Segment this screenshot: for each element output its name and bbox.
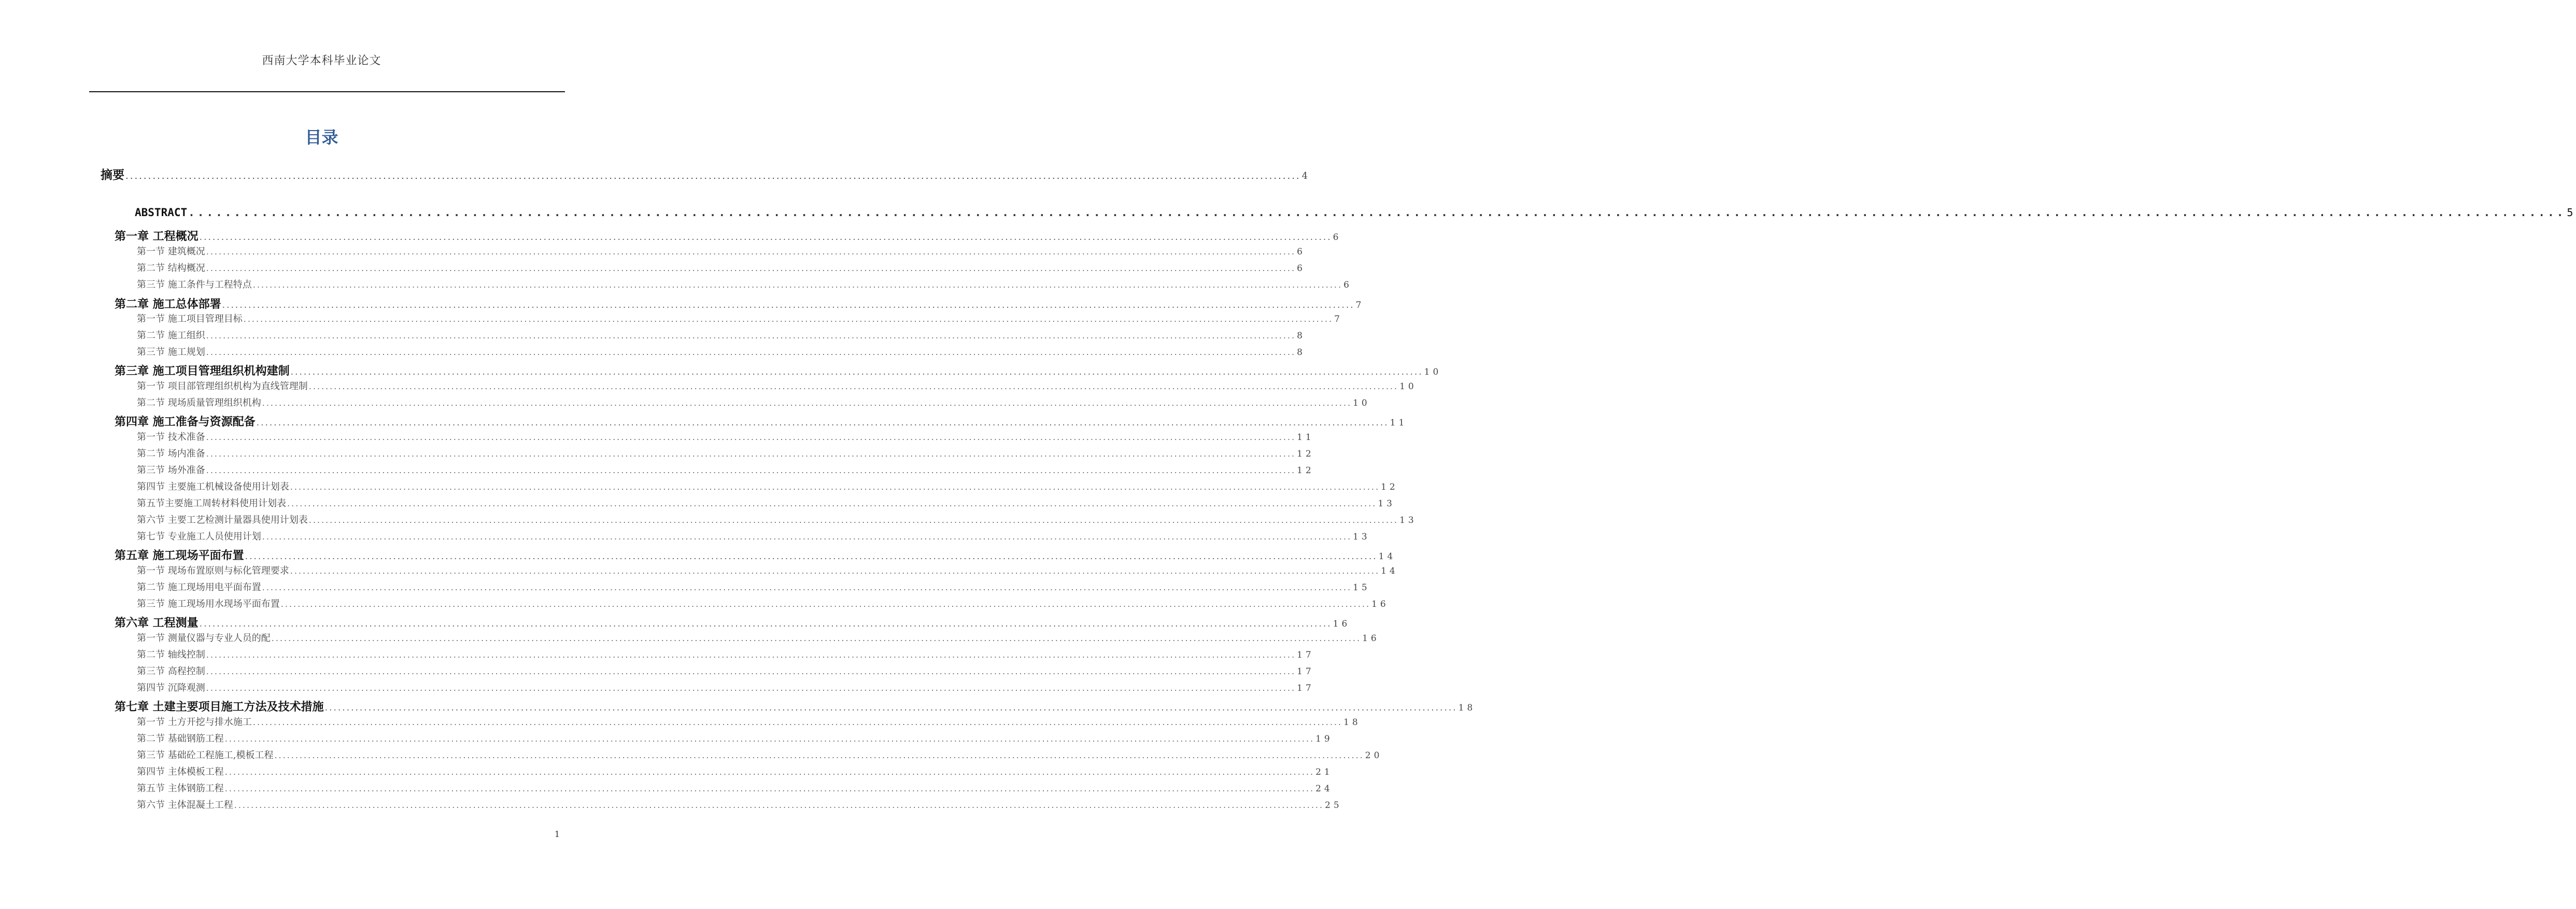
toc-entry-label: 第四章 施工准备与资源配备	[115, 415, 256, 429]
toc-leader-dots	[262, 532, 1352, 542]
toc-leader-dots	[206, 465, 1296, 475]
toc-leader-dots	[325, 703, 1457, 713]
toc-leader-dots	[245, 551, 1378, 562]
toc-chapter-entry	[115, 362, 1442, 378]
toc-entry-label: 第二节 施工组织	[137, 330, 205, 341]
toc-section-entry	[137, 731, 1333, 745]
toc-entry-page: 6	[1297, 247, 1306, 257]
toc-entry-page: 13	[1378, 499, 1395, 509]
toc-chapter-entry	[115, 614, 1351, 630]
toc-entry-page: 21	[1315, 767, 1333, 777]
toc-entry-label: 摘要	[101, 168, 124, 182]
toc-leader-dots	[206, 449, 1296, 459]
toc-leader-dots	[253, 717, 1342, 727]
toc-leader-dots	[206, 263, 1296, 273]
toc-entry-page: 12	[1381, 482, 1398, 492]
toc-section-entry	[137, 529, 1370, 543]
toc-leader-dots	[309, 515, 1398, 525]
toc-section-entry	[137, 631, 1380, 644]
toc-section-entry	[137, 596, 1389, 610]
toc-entry-page: 17	[1297, 666, 1314, 677]
toc-entry-label: 第五章 施工现场平面布置	[115, 549, 244, 562]
toc-entry-label: 第四节 主要施工机械设备使用计划表	[137, 481, 289, 492]
toc-section-entry	[137, 664, 1314, 677]
toc-entry-label: 第三节 施工现场用水现场平面布置	[137, 599, 280, 609]
toc-entry-page: 14	[1381, 566, 1398, 576]
toc-section-entry	[137, 680, 1314, 694]
toc-entry-label: 第四节 主体模板工程	[137, 766, 224, 777]
toc-entry-page: 14	[1378, 551, 1396, 562]
toc-entry-label: 第四节 沉降观测	[137, 683, 205, 693]
toc-section-entry	[137, 647, 1314, 661]
toc-entry-label: 第二节 基础钢筋工程	[137, 733, 224, 744]
toc-leader-dots	[272, 633, 1361, 643]
toc-leader-dots	[200, 619, 1332, 629]
toc-leader-dots	[206, 666, 1296, 676]
running-header: 西南大学本科毕业论文	[262, 54, 381, 67]
toc-section-entry	[137, 781, 1333, 794]
toc-section-entry	[137, 430, 1314, 443]
toc-chapter-entry	[115, 547, 1396, 563]
toc-leader-dots	[287, 499, 1377, 508]
toc-entry-label: 第一节 施工项目管理目标	[137, 314, 243, 324]
toc-entry-label: 第二节 场内准备	[137, 448, 205, 459]
toc-leader-dots	[291, 367, 1423, 377]
toc-leader-dots	[309, 381, 1398, 391]
toc-section-entry	[137, 715, 1361, 728]
toc-leader-dots	[262, 398, 1352, 408]
toc-entry-page: 6	[1297, 263, 1306, 274]
toc-chapter-entry	[115, 413, 1408, 429]
toc-entry-page: 10	[1399, 381, 1417, 392]
toc-entry-page: 19	[1315, 734, 1333, 744]
toc-leader-dots	[225, 784, 1314, 793]
toc-section-entry	[137, 479, 1398, 493]
toc-section-entry	[137, 261, 1306, 274]
toc-leader-dots	[244, 314, 1333, 324]
toc-entry-page: 16	[1333, 619, 1351, 629]
toc-entry-page: 15	[1353, 583, 1370, 593]
toc-leader-dots	[290, 482, 1380, 492]
toc-entry-label: 第三节 场外准备	[137, 465, 205, 476]
page-number: 1	[554, 829, 560, 839]
toc-entry-page: 16	[1371, 599, 1389, 609]
toc-entry-page: 13	[1399, 515, 1417, 525]
toc-entry-label: 第二章 施工总体部署	[115, 297, 221, 311]
toc-entry-page: 18	[1343, 717, 1361, 728]
toc-section-entry	[137, 277, 1352, 291]
toc-entry-page: 7	[1355, 300, 1365, 310]
toc-entry-label: 第六节 主要工艺检测计量器具使用计划表	[137, 515, 308, 525]
toc-leader-dots	[125, 171, 1301, 181]
toc-leader-dots	[234, 800, 1324, 810]
toc-entry-page: 18	[1458, 703, 1476, 713]
toc-entry-page: 8	[1297, 347, 1306, 358]
toc-entry-page: 25	[1325, 800, 1342, 811]
toc-leader-dots	[274, 750, 1364, 760]
toc-entry-label: 第二节 轴线控制	[137, 649, 205, 660]
toc-entry-label: 第三章 施工项目管理组织机构建制	[115, 364, 290, 378]
toc-entry-page: 7	[1334, 314, 1343, 324]
toc-leader-dots	[206, 331, 1296, 340]
toc-entry-label: 第一节 建筑概况	[137, 246, 205, 257]
toc-section-entry	[137, 345, 1306, 358]
toc-chapter-entry	[115, 698, 1476, 714]
toc-leader-dots	[206, 347, 1296, 357]
toc-entry-label: 第七章 土建主要项目施工方法及技术措施	[115, 700, 324, 714]
toc-section-entry	[137, 764, 1333, 778]
toc-entry-page: 16	[1362, 633, 1380, 644]
toc-entry-label: 第三节 施工规划	[137, 347, 205, 358]
toc-entry-label: 第一节 现场布置原则与标化管理要求	[137, 565, 289, 576]
toc-leader-dots	[253, 280, 1342, 290]
toc-entry-label: ABSTRACT	[135, 206, 188, 219]
toc-leader-dots	[188, 206, 2566, 219]
toc-entry-page: 17	[1297, 650, 1314, 660]
toc-entry-page: 12	[1297, 465, 1314, 476]
toc-entry-label: 第一章 工程概况	[115, 230, 199, 243]
toc-entry-label: 第一节 测量仪器与专业人员的配	[137, 633, 271, 644]
toc-entry-label: 第一节 土方开挖与排水施工	[137, 717, 252, 728]
toc-entry-label: 第三节 基础砼工程施工,模板工程	[137, 750, 274, 761]
toc-entry-page: 6	[1343, 280, 1352, 290]
toc-entry-label: 第五节 主体钢筋工程	[137, 783, 224, 794]
toc-leader-dots	[257, 418, 1389, 428]
toc-entry-page: 10	[1353, 398, 1370, 408]
toc-section-entry	[137, 580, 1370, 593]
toc-entry	[135, 206, 2576, 219]
toc-entry-label: 第五节主要施工周转材料使用计划表	[137, 498, 286, 509]
toc-leader-dots	[290, 566, 1380, 576]
toc-section-entry	[137, 446, 1314, 460]
toc-entry-label: 第七节 专业施工人员使用计划	[137, 531, 261, 542]
toc-entry	[101, 165, 1311, 182]
toc-entry-page: 10	[1424, 367, 1442, 377]
toc-leader-dots	[222, 300, 1355, 310]
toc-entry-page: 11	[1390, 418, 1408, 428]
toc-entry-page: 6	[1333, 232, 1342, 243]
toc-entry-label: 第二节 现场质量管理组织机构	[137, 397, 261, 408]
toc-section-entry	[137, 513, 1417, 526]
toc-entry-page: 5	[2567, 206, 2576, 219]
toc-title: 目录	[305, 127, 338, 147]
toc-entry-page: 13	[1353, 532, 1370, 542]
toc-entry-page: 4	[1301, 171, 1311, 181]
toc-entry-page: 17	[1297, 683, 1314, 693]
toc-leader-dots	[200, 232, 1332, 243]
toc-section-entry	[137, 463, 1314, 476]
toc-section-entry	[137, 748, 1383, 761]
toc-leader-dots	[206, 432, 1296, 442]
toc-section-entry	[137, 379, 1417, 392]
toc-section-entry	[137, 395, 1370, 409]
toc-entry-label: 第一节 技术准备	[137, 432, 205, 443]
toc-leader-dots	[281, 599, 1370, 609]
toc-entry-label: 第一节 项目部管理组织机构为直线管理制	[137, 381, 308, 392]
toc-entry-page: 20	[1365, 750, 1383, 761]
toc-leader-dots	[206, 247, 1296, 257]
toc-entry-label: 第六章 工程测量	[115, 616, 199, 630]
toc-section-entry	[137, 563, 1398, 577]
toc-entry-page: 11	[1297, 432, 1314, 443]
toc-section-entry	[137, 798, 1342, 811]
toc-leader-dots	[206, 683, 1296, 693]
toc-entry-label: 第二节 结构概况	[137, 263, 205, 274]
toc-chapter-entry	[115, 228, 1342, 244]
toc-entry-page: 12	[1297, 449, 1314, 459]
toc-leader-dots	[225, 734, 1314, 744]
header-divider	[89, 91, 565, 92]
toc-chapter-entry	[115, 295, 1365, 311]
toc-entry-page: 8	[1297, 331, 1306, 341]
toc-entry-label: 第六节 主体混凝土工程	[137, 800, 233, 811]
toc-leader-dots	[225, 767, 1314, 777]
toc-section-entry	[137, 496, 1395, 509]
toc-section-entry	[137, 328, 1306, 342]
toc-leader-dots	[262, 583, 1352, 592]
toc-leader-dots	[206, 650, 1296, 660]
toc-section-entry	[137, 311, 1343, 325]
toc-section-entry	[137, 244, 1306, 258]
toc-entry-label: 第三节 施工条件与工程特点	[137, 279, 252, 290]
toc-entry-label: 第二节 施工现场用电平面布置	[137, 582, 261, 593]
toc-entry-page: 24	[1315, 784, 1333, 794]
toc-entry-label: 第三节 高程控制	[137, 666, 205, 677]
